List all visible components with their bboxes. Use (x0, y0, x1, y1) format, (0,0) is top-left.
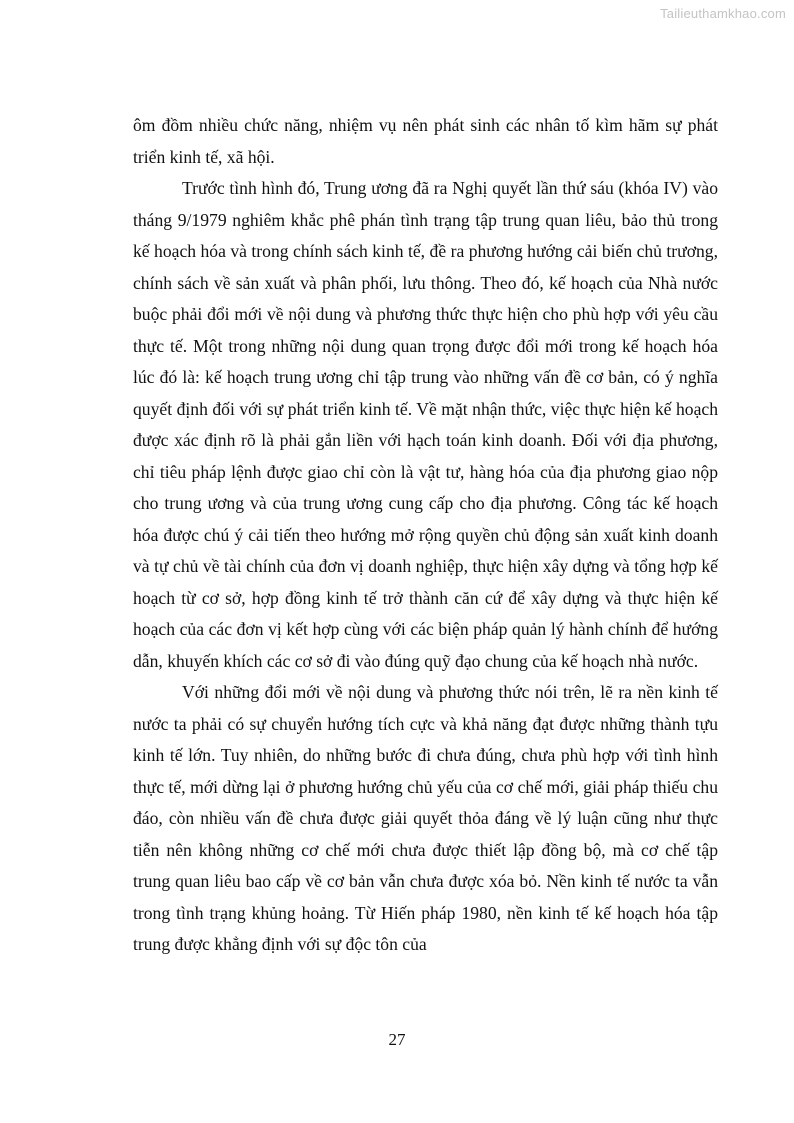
paragraph-reforms: Với những đổi mới về nội dung và phương thức nói trên, lẽ ra nền kinh tế nước ta phải có sự chuyển hướng tích cực và khả năng đạt được những thành tựu kinh tế lớn. Tuy nhiên, do những bước đi chưa đúng, chưa phù hợp với tình hình thực tế, mới dừng lại ở phương hướng chủ yếu của cơ chế mới, giải pháp thiếu chu đáo, còn nhiều vấn đề chưa được giải quyết thỏa đáng về lý luận cũng như thực tiễn nên không những cơ chế mới chưa được thiết lập đồng bộ, mà cơ chế tập trung quan liêu bao cấp về cơ bản vẫn chưa được xóa bỏ. Nền kinh tế nước ta vẫn trong tình trạng khủng hoảng. Từ Hiến pháp 1980, nền kinh tế kế hoạch hóa tập trung được khẳng định với sự độc tôn của (133, 682, 718, 954)
watermark-text: Tailieuthamkhao.com (660, 6, 786, 21)
page-number: 27 (388, 1030, 406, 1049)
paragraph-continuation: ôm đồm nhiều chức năng, nhiệm vụ nên phát sinh các nhân tố kìm hãm sự phát triển kinh tế, xã hội. (133, 115, 718, 167)
document-body (133, 110, 718, 961)
paragraph-resolution: Trước tình hình đó, Trung ương đã ra Nghị quyết lần thứ sáu (khóa IV) vào tháng 9/1979 nghiêm khắc phê phán tình trạng tập trung quan liêu, bảo thủ trong kế hoạch hóa và trong chính sách kinh tế, đề ra phương hướng cải biến chủ trương, chính sách về sản xuất và phân phối, lưu thông. Theo đó, kế hoạch của Nhà nước buộc phải đổi mới về nội dung và phương thức thực hiện cho phù hợp với yêu cầu thực tế. Một trong những nội dung quan trọng được đổi mới trong kế hoạch hóa lúc đó là: kế hoạch trung ương chỉ tập trung vào những vấn đề cơ bản, có ý nghĩa quyết định đối với sự phát triển kinh tế. Về mặt nhận thức, việc thực hiện kế hoạch được xác định rõ là phải gắn liền với hạch toán kinh doanh. Đối với địa phương, chỉ tiêu pháp lệnh được giao chỉ còn là vật tư, hàng hóa của địa phương giao nộp cho trung ương và của trung ương cung cấp cho địa phương. Công tác kế hoạch hóa được chú ý cải tiến theo hướng mở rộng quyền chủ động sản xuất kinh doanh và tự chủ về tài chính của đơn vị doanh nghiệp, thực hiện xây dựng và tổng hợp kế hoạch từ cơ sở, hợp đồng kinh tế trở thành căn cứ để xây dựng và thực hiện kế hoạch của các đơn vị kết hợp cùng với các biện pháp quản lý hành chính để hướng dẫn, khuyến khích các cơ sở đi vào đúng quỹ đạo chung của kế hoạch nhà nước. (133, 178, 718, 671)
